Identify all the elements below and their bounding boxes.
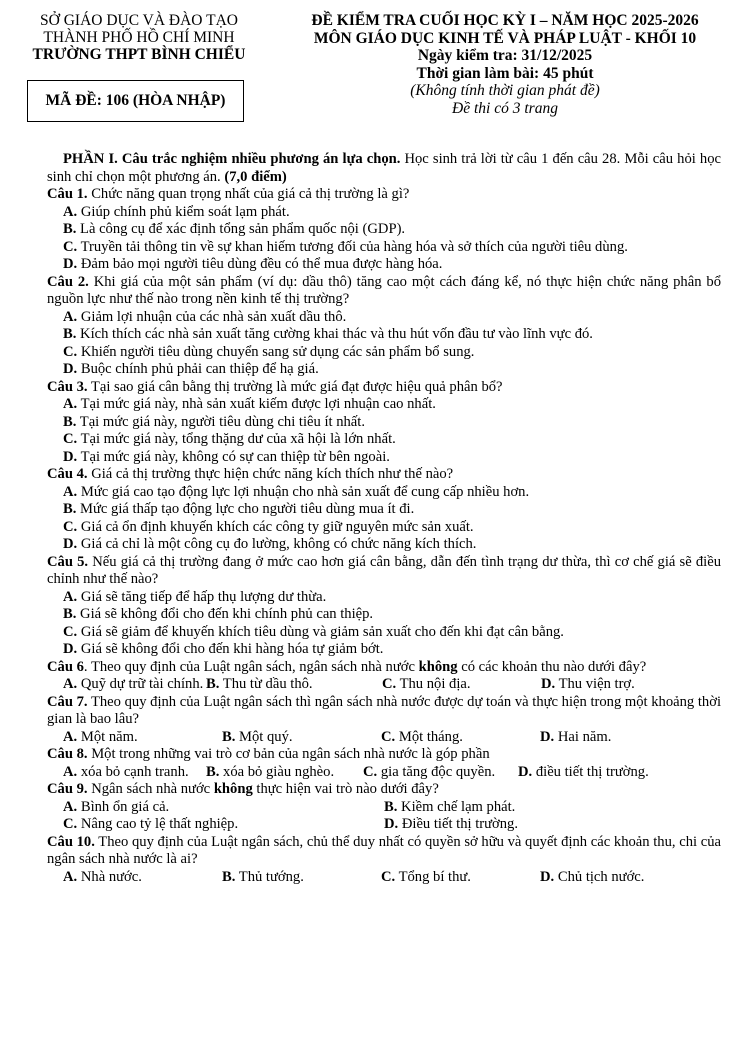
question-label: Câu 4.	[47, 466, 88, 482]
option-label: B.	[63, 413, 77, 430]
option-row	[47, 676, 721, 694]
question-9	[47, 781, 721, 799]
option-label: D.	[63, 641, 78, 657]
option	[47, 431, 721, 449]
question-4	[47, 466, 721, 484]
option-text: Giá sẽ tăng tiếp để hấp thụ lượng dư thừa.	[77, 588, 327, 605]
option	[518, 764, 649, 782]
question-text: Theo quy định của Luật ngân sách thì ngân sách nhà nước được dự toán và thực hiện trong một khoảng thời gian là bao lâu?	[47, 693, 722, 727]
question-label: Câu 5.	[47, 553, 89, 570]
option-text: Nhà nước.	[77, 868, 142, 885]
option-label: C.	[363, 763, 378, 780]
option-label: D.	[518, 763, 533, 780]
question-text: Tại sao giá cân bằng thị trường là mức giá đạt được hiệu quả phân bổ?	[87, 378, 503, 395]
exam-pages: Đề thi có 3 trang	[452, 99, 558, 117]
question-label: Câu 1.	[47, 186, 88, 202]
exam-date: Ngày kiểm tra: 31/12/2025	[417, 47, 593, 64]
option	[47, 449, 721, 467]
exam-duration: Thời gian làm bài: 45 phút	[416, 64, 594, 82]
option-label: A.	[63, 676, 78, 692]
option-label: B.	[63, 501, 77, 517]
option-text: Một quý.	[235, 728, 293, 745]
question-10	[47, 834, 721, 869]
option	[63, 729, 222, 747]
option	[63, 676, 206, 694]
option	[363, 764, 518, 782]
header-left	[18, 12, 260, 63]
option-text: Thủ tướng.	[235, 868, 304, 885]
option-label: A.	[63, 308, 78, 325]
question-label: Câu 6	[47, 658, 84, 675]
option-text: Bình ổn giá cả.	[77, 798, 170, 815]
exam-content	[47, 151, 721, 886]
option-row	[47, 799, 721, 817]
option	[47, 484, 721, 502]
option	[206, 764, 363, 782]
option-text: xóa bỏ giàu nghèo.	[219, 763, 335, 780]
section-text: Học sinh trả lời từ câu 1 đến câu 28. Mỗi câu hỏi học sinh chỉ chọn một phương án.	[47, 151, 721, 185]
option-text: Kích thích các nhà sản xuất tăng cường khai thác và thu hút vốn đầu tư vào lĩnh vực đó.	[76, 326, 593, 342]
question-label: Câu 10.	[47, 833, 95, 850]
option	[47, 239, 721, 257]
school-name: TRƯỜNG THPT BÌNH CHIỂU	[32, 46, 246, 63]
option	[47, 361, 721, 379]
option	[47, 589, 721, 607]
option-label: A.	[63, 728, 78, 745]
option-row	[47, 869, 721, 887]
option-label: D.	[63, 536, 78, 552]
option	[540, 869, 644, 887]
option-text: Tại mức giá này, không có sự can thiệp từ bên ngoài.	[77, 448, 390, 465]
option	[382, 676, 541, 694]
option-text: điều tiết thị trường.	[532, 763, 649, 780]
header-right	[266, 12, 743, 117]
section-title: PHẦN I. Câu trắc nghiệm nhiều phương án lựa chọn.	[63, 151, 401, 167]
option-text: Là công cụ để xác định tổng sản phẩm quốc nội (GDP).	[76, 221, 406, 237]
option-text: Thu từ dầu thô.	[219, 676, 313, 692]
option-row	[47, 764, 721, 782]
option	[47, 519, 721, 537]
option-label: C.	[63, 343, 78, 360]
option-label: A.	[63, 868, 78, 885]
option-label: D.	[63, 448, 78, 465]
option	[47, 326, 721, 344]
question-text: Giá cả thị trường thực hiện chức năng kích thích như thế nào?	[87, 466, 454, 482]
question-5	[47, 554, 721, 589]
option	[47, 256, 721, 274]
option-text: Mức giá thấp tạo động lực cho người tiêu dùng mua ít đi.	[76, 501, 415, 517]
question-label: Câu 7.	[47, 693, 88, 710]
option	[384, 799, 515, 817]
option-label: B.	[222, 868, 236, 885]
option	[47, 309, 721, 327]
option-text: Buộc chính phủ phải can thiệp để hạ giá.	[77, 361, 319, 377]
option	[384, 816, 518, 834]
question-label: Câu 2.	[47, 273, 89, 290]
option-text: Nâng cao tỷ lệ thất nghiệp.	[77, 816, 239, 832]
option-text: gia tăng độc quyền.	[377, 763, 496, 780]
question-text: Chức năng quan trọng nhất của giá cả thị trường là gì?	[87, 186, 410, 202]
option	[63, 799, 384, 817]
option-label: B.	[63, 326, 77, 342]
exam-note: (Không tính thời gian phát đề)	[410, 82, 600, 99]
option	[47, 396, 721, 414]
option-text: Đảm bảo mọi người tiêu dùng đều có thể mua được hàng hóa.	[77, 256, 443, 272]
question-2	[47, 274, 721, 309]
option	[63, 764, 206, 782]
question-text: có các khoản thu nào dưới đây?	[457, 658, 647, 675]
option-text: Giá cả ổn định khuyến khích các công ty giữ nguyên mức sản xuất.	[77, 518, 474, 535]
department-line-1: SỞ GIÁO DỤC VÀ ĐÀO TẠO	[40, 12, 238, 29]
question-text: Nếu giá cả thị trường đang ở mức cao hơn giá cân bằng, dẫn đến tình trạng dư thừa, thì cơ chế giá sẽ điều chỉnh như thế nào?	[47, 553, 721, 587]
option-text: Hai năm.	[554, 728, 612, 745]
option-label: C.	[381, 868, 396, 885]
option	[206, 676, 382, 694]
option	[63, 869, 222, 887]
question-7	[47, 694, 721, 729]
option	[47, 221, 721, 239]
question-text: Khi giá của một sản phẩm (ví dụ: dầu thô) tăng cao một cách đáng kể, nó thực hiện chức năng phân bổ nguồn lực như thế nào trong nền kinh tế thị trường?	[47, 273, 721, 307]
option-text: Thu viện trợ.	[555, 676, 635, 692]
question-8	[47, 746, 721, 764]
option-label: D.	[540, 868, 555, 885]
option-label: B.	[384, 798, 398, 815]
question-label: Câu 3.	[47, 378, 88, 395]
option	[222, 869, 381, 887]
option-label: B.	[63, 606, 77, 622]
question-text: Một trong những vai trò cơ bản của ngân sách nhà nước là góp phần	[87, 746, 490, 762]
exam-title: ĐỀ KIỂM TRA CUỐI HỌC KỲ I – NĂM HỌC 2025-2026	[311, 12, 699, 29]
option-text: Chủ tịch nước.	[554, 868, 645, 885]
question-text: Theo quy định của Luật ngân sách, chủ thể duy nhất có quyền sở hữu và quyết định các khoản thu, chi của ngân sách nhà nước là ai?	[47, 833, 722, 867]
exam-code: MÃ ĐỀ: 106 (HÒA NHẬP)	[45, 92, 226, 110]
option-text: Quỹ dự trữ tài chính.	[77, 676, 204, 692]
option-text: Giá sẽ giảm để khuyến khích tiêu dùng và giảm sản xuất cho đến khi đạt cân bằng.	[77, 623, 564, 640]
option-text: Truyền tải thông tin về sự khan hiếm tương đối của hàng hóa và sở thích của người tiêu dùng.	[77, 238, 628, 255]
option-row	[47, 729, 721, 747]
question-1	[47, 186, 721, 204]
option-label: C.	[63, 816, 78, 832]
option-label: A.	[63, 483, 78, 500]
option-text: Giá sẽ không đổi cho đến khi hàng hóa tự giảm bớt.	[77, 641, 384, 657]
question-label: Câu 9.	[47, 781, 88, 797]
option-text: Giá sẽ không đổi cho đến khi chính phủ can thiệp.	[76, 606, 374, 622]
option-text: Khiến người tiêu dùng chuyển sang sử dụng các sản phẩm bổ sung.	[77, 343, 475, 360]
option	[222, 729, 381, 747]
question-emphasis: không	[418, 658, 458, 675]
option-text: Giúp chính phủ kiểm soát lạm phát.	[77, 203, 290, 220]
option-row	[47, 816, 721, 834]
option-label: C.	[382, 676, 397, 692]
option-label: C.	[63, 431, 78, 447]
question-6	[47, 659, 721, 677]
option-text: Giá cả chỉ là một công cụ đo lường, không có chức năng kích thích.	[77, 536, 477, 552]
option	[47, 204, 721, 222]
question-label: Câu 8.	[47, 746, 88, 762]
option-text: Tại mức giá này, tổng thặng dư của xã hội là lớn nhất.	[77, 431, 396, 447]
option	[47, 606, 721, 624]
option	[381, 869, 540, 887]
option-label: D.	[384, 816, 399, 832]
section-points: (7,0 điểm)	[224, 168, 287, 185]
option-label: D.	[63, 361, 78, 377]
section-intro	[47, 151, 721, 186]
option-text: Giảm lợi nhuận của các nhà sản xuất dầu thô.	[77, 308, 347, 325]
department-line-2: THÀNH PHỐ HỒ CHÍ MINH	[43, 29, 235, 46]
option-label: D.	[540, 728, 555, 745]
option	[47, 344, 721, 362]
option-text: Tổng bí thư.	[395, 868, 471, 885]
option-label: B.	[222, 728, 236, 745]
option-text: Điều tiết thị trường.	[398, 816, 518, 832]
option-label: C.	[381, 728, 396, 745]
option-text: Thu nội địa.	[396, 676, 471, 692]
option-text: Một năm.	[77, 728, 138, 745]
option	[47, 536, 721, 554]
option	[381, 729, 540, 747]
option	[47, 414, 721, 432]
option	[47, 501, 721, 519]
option-label: C.	[63, 238, 78, 255]
question-3	[47, 379, 721, 397]
option-label: C.	[63, 623, 78, 640]
option-label: B.	[63, 221, 77, 237]
question-text: . Theo quy định của Luật ngân sách, ngân sách nhà nước	[83, 658, 419, 675]
option-label: A.	[63, 396, 78, 412]
option-text: Tại mức giá này, người tiêu dùng chi tiêu ít nhất.	[76, 413, 365, 430]
option-label: A.	[63, 798, 78, 815]
question-text: Ngân sách nhà nước	[87, 781, 214, 797]
question-text: thực hiện vai trò nào dưới đây?	[252, 781, 439, 797]
option	[47, 641, 721, 659]
option-label: C.	[63, 518, 78, 535]
option	[541, 676, 635, 694]
option-label: A.	[63, 588, 78, 605]
exam-code-box	[27, 80, 244, 122]
option	[47, 624, 721, 642]
option-text: Mức giá cao tạo động lực lợi nhuận cho nhà sản xuất để cung cấp nhiều hơn.	[77, 483, 530, 500]
option-text: xóa bỏ cạnh tranh.	[77, 763, 189, 780]
option	[63, 816, 384, 834]
option-label: B.	[206, 676, 220, 692]
option-label: D.	[63, 256, 78, 272]
option-label: D.	[541, 676, 556, 692]
option-label: A.	[63, 203, 78, 220]
option-label: B.	[206, 763, 220, 780]
exam-subject: MÔN GIÁO DỤC KINH TẾ VÀ PHÁP LUẬT - KHỐI 10	[313, 29, 697, 47]
option-text: Tại mức giá này, nhà sản xuất kiếm được lợi nhuận cao nhất.	[77, 396, 436, 412]
option-text: Một tháng.	[395, 728, 463, 745]
option	[540, 729, 611, 747]
question-emphasis: không	[213, 781, 253, 797]
option-label: A.	[63, 763, 78, 780]
option-text: Kiềm chế lạm phát.	[397, 798, 516, 815]
